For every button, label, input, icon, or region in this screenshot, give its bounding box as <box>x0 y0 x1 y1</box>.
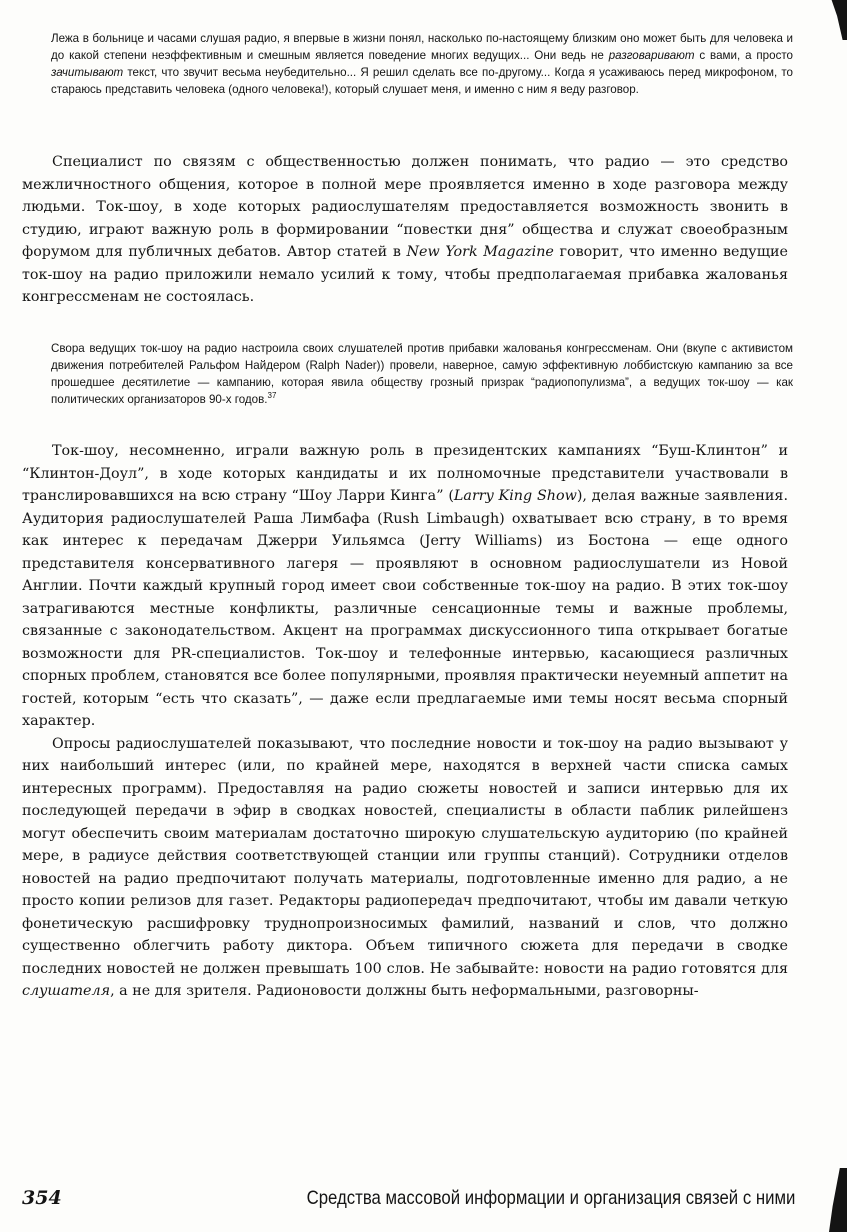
page-footer <box>22 1187 795 1217</box>
paragraph: Опросы радиослушателей показывают, что последние новости и ток-шоу на радио вызывают у них наибольший интерес (или, по крайней мере, находятся в верхней части списка самых интересных программ). Предоставляя на радио сюжеты новостей и записи интервью для их последующей передачи в эфир в сводках новостей, специалисты в области паблик рилейшенз могут обеспечить своим материалам достаточно широкую слушательскую аудиторию (по крайней мере, в радиусе действия соответствующей станции или группы станций). Сотрудники отделов новостей на радио предпочитают получать материалы, подготовленные именно для радио, а не просто копии релизов для газет. Редакторы радиопередач предпочитают, чтобы им давали четкую фонетическую расшифровку труднопроизносимых фамилий, названий и слов, что должно существенно облегчить работу диктора. Объем типичного сюжета для передачи в сводке последних новостей не должен превышать 100 слов. Не забывайте: новости на радио готовятся для слушателя, а не для зрителя. Радионовости должны быть неформальными, разговорны- <box>22 735 788 999</box>
page-number: 354 <box>22 1187 62 1209</box>
body-text-main <box>22 440 788 1003</box>
paragraph: Ток-шоу, несомненно, играли важную роль в президентских кампаниях “Буш-Клинтон” и “Клинтон-Доул”, в ходе которых кандидаты и их полномочные представители участвовали в транслировавшихся на всю страну “Шоу Ларри Кинга” (Larry King Show), делая важные заявления. Аудитория радиослушателей Раша Лимбафа (Rush Limbaugh) охватывает всю страну, в то время как интерес к передачам Джерри Уильямса (Jerry Williams) из Бостона — еще одного представителя консервативного лагеря — проявляют в основном радиослушатели из Новой Англии. Почти каждый крупный город имеет свои собственные ток-шоу на радио. В этих ток-шоу затрагиваются местные конфликты, различные сенсационные темы и важные проблемы, связанные с законодательством. Акцент на программах дискуссионного типа открывает богатые возможности для PR-специалистов. Ток-шоу и телефонные интервью, касающиеся различных спорных проблем, становятся все более популярными, проявляя практически неуемный аппетит на гостей, которым “есть что сказать”, — даже если предлагаемые ими темы носят весьма спорный характер. <box>22 443 788 729</box>
paragraph: Специалист по связям с общественностью должен понимать, что радио — это средство межличностного общения, которое в полной мере проявляется именно в ходе разговора между людьми. Ток-шоу, в ходе которых радиослушателям предоставляется возможность звонить в студию, играют важную роль в формировании “повестки дня” общества и служат своеобразным форумом для публичных дебатов. Автор статей в New York Magazine говорит, что именно ведущие ток-шоу на радио приложили немало усилий к тому, чтобы предполагаемая прибавка жалованья конгрессменам не состоялась. <box>22 154 789 305</box>
quote-block: Лежа в больнице и часами слушая радио, я впервые в жизни понял, насколько по-настоящему близким оно может быть для человека и до какой степени неэффективным и смешным является поведение многих ведущих... Они ведь не разговаривают с вами, а просто зачитывают текст, что звучит весьма неубедительно... Я решил сделать все по-другому... Когда я усаживаюсь перед микрофоном, то стараюсь представить человека (одного человека!), который слушает меня, и именно с ним я веду разговор. <box>51 32 793 97</box>
scan-edge-mark <box>825 0 847 40</box>
running-title: Средства массовой информации и организация связей с ними <box>306 1187 795 1209</box>
quote-block: Свора ведущих ток-шоу на радио настроила своих слушателей против прибавки жалованья конгрессменам. Они (вкупе с активистом движения потребителей Ральфом Найдером (Ralph Nader)) провели, наверное, самую эффективную лоббистскую кампанию за все прошедшее десятилетие — кампанию, которая явила обществу грозный призрак “радиопопулизма”, а ведущих ток-шоу — как политических организаторов 90-х годов.$^{37}$ <box>51 342 793 407</box>
scan-edge-mark <box>829 1168 847 1232</box>
body-text-top <box>22 151 788 309</box>
